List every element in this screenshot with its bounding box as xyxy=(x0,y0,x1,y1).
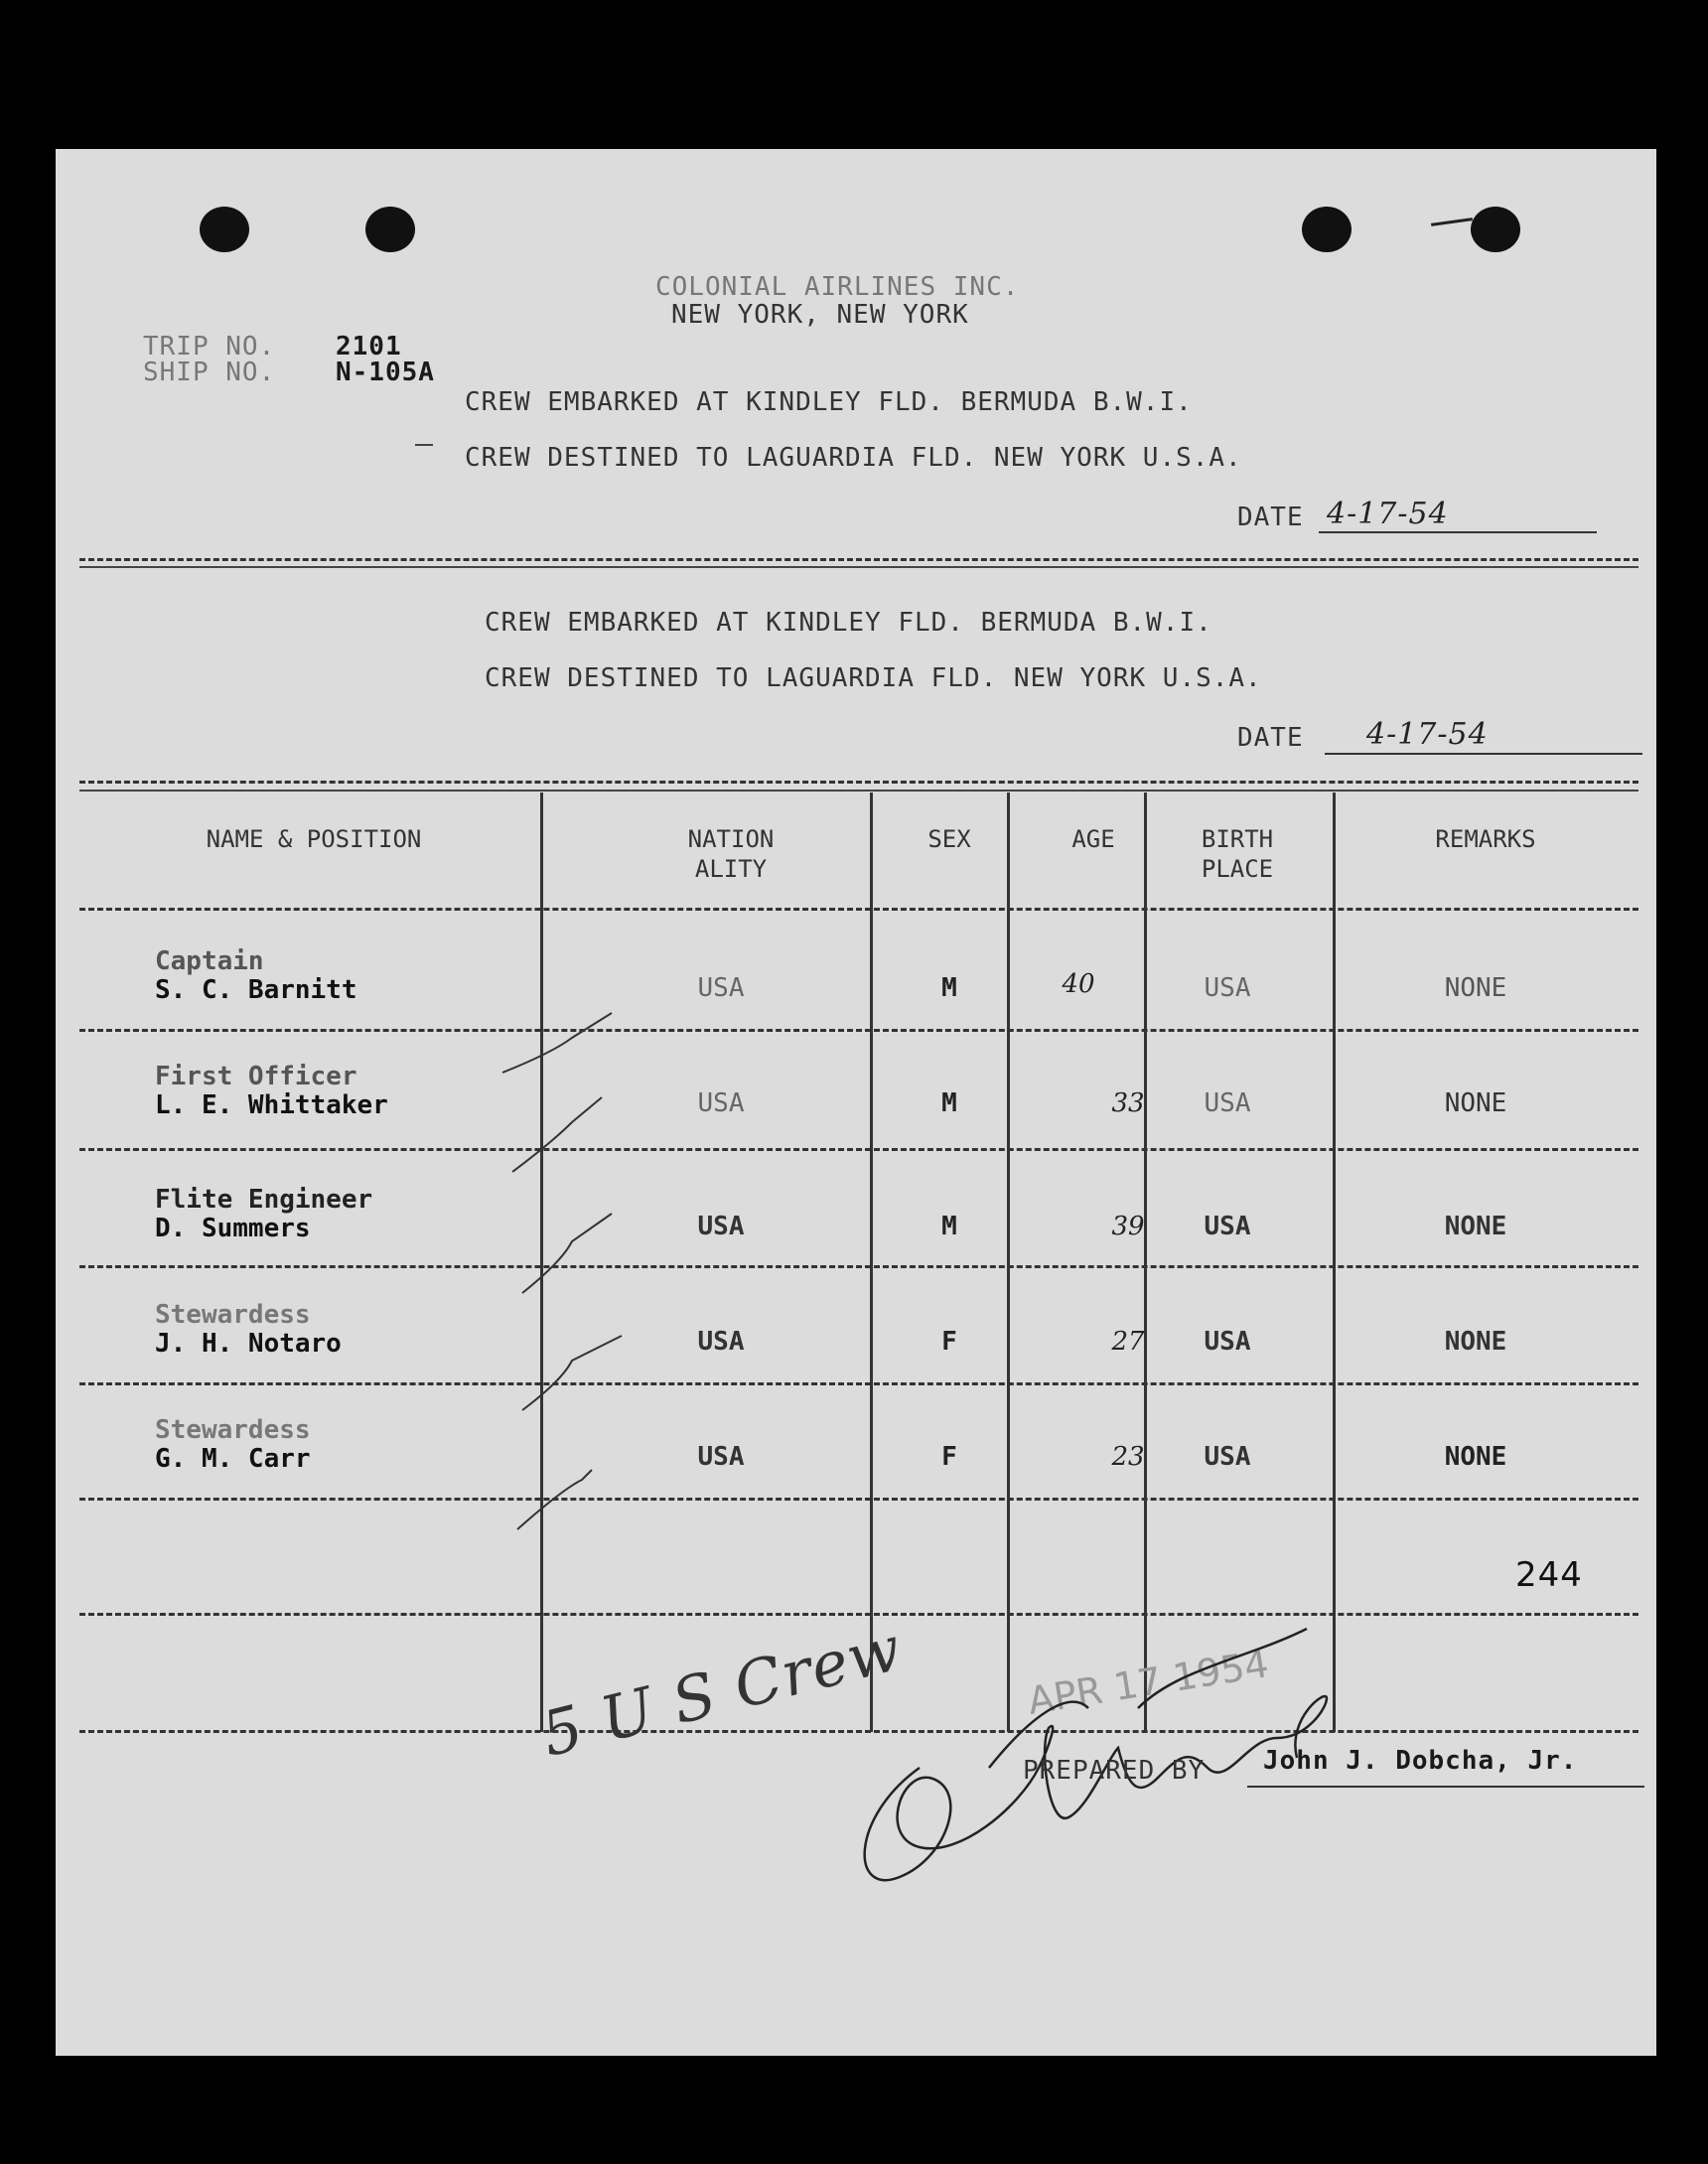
header-birthplace-1: BIRTH xyxy=(1201,825,1274,853)
handwritten-crew-note: 5 U S Crew xyxy=(534,1611,910,1771)
header-remarks: REMARKS xyxy=(1435,825,1536,853)
top-date-value: 4-17-54 xyxy=(1327,497,1449,531)
row-2-crew-name: L. E. Whittaker xyxy=(155,1090,388,1120)
trip-number: 2101 xyxy=(336,332,402,361)
page-number: 244 xyxy=(1515,1555,1583,1595)
top-date-label: DATE xyxy=(1237,503,1304,532)
row-1-birthplace: USA xyxy=(1204,973,1251,1003)
mid-embarked-line: CREW EMBARKED AT KINDLEY FLD. BERMUDA B.W.I. xyxy=(485,608,1212,638)
check-mark-5 xyxy=(517,1470,592,1529)
row-4-position: Stewardess xyxy=(155,1300,311,1330)
company-name: COLONIAL AIRLINES INC. xyxy=(655,272,1020,302)
row-rule-3 xyxy=(79,1265,1638,1268)
row-rule-1 xyxy=(79,1029,1638,1032)
row-2-remarks: NONE xyxy=(1444,1088,1507,1118)
company-city: NEW YORK, NEW YORK xyxy=(671,300,969,330)
row-3-birthplace: USA xyxy=(1204,1212,1251,1241)
mid-date-underline xyxy=(1325,753,1642,755)
row-5-birthplace: USA xyxy=(1204,1442,1251,1472)
row-3-age: 39 xyxy=(1111,1212,1145,1241)
document-page xyxy=(56,149,1656,2056)
prepared-by-underline xyxy=(1247,1786,1644,1788)
dash-mark xyxy=(415,444,433,446)
header-sex: SEX xyxy=(927,825,971,853)
ship-number: N-105A xyxy=(336,358,435,387)
table-top-rule xyxy=(79,781,1638,784)
row-2-birthplace: USA xyxy=(1204,1088,1251,1118)
punch-hole-4 xyxy=(1471,207,1520,252)
mid-date-label: DATE xyxy=(1237,723,1304,753)
row-1-crew-name: S. C. Barnitt xyxy=(155,975,357,1005)
received-date-stamp: APR 17 1954 xyxy=(1025,1642,1272,1723)
mid-date-value: 4-17-54 xyxy=(1366,717,1489,752)
prepared-by-name: John J. Dobcha, Jr. xyxy=(1263,1746,1578,1776)
row-4-birthplace: USA xyxy=(1204,1327,1251,1357)
top-destined-line: CREW DESTINED TO LAGUARDIA FLD. NEW YORK U.S.A. xyxy=(465,443,1242,473)
header-birthplace xyxy=(1168,824,1307,884)
punch-hole-1 xyxy=(200,207,249,252)
row-5-sex: F xyxy=(941,1442,957,1472)
row-3-remarks: NONE xyxy=(1444,1212,1507,1241)
header-nationality-1: NATION xyxy=(687,825,775,853)
check-mark-3 xyxy=(522,1214,612,1293)
row-3-nationality: USA xyxy=(697,1212,745,1241)
punch-hole-2 xyxy=(365,207,415,252)
row-5-crew-name: G. M. Carr xyxy=(155,1444,311,1474)
header-birthplace-2: PLACE xyxy=(1201,855,1274,883)
row-1-nationality: USA xyxy=(697,973,745,1003)
row-4-age: 27 xyxy=(1111,1327,1145,1357)
section-divider-1b xyxy=(79,566,1638,568)
table-row-2-name xyxy=(155,1063,388,1120)
row-1-remarks: NONE xyxy=(1444,973,1507,1003)
row-5-remarks: NONE xyxy=(1444,1442,1507,1472)
prepared-by-label: PREPARED BY xyxy=(1023,1756,1206,1786)
row-4-sex: F xyxy=(941,1327,957,1357)
ship-label: SHIP NO. xyxy=(143,358,276,387)
table-row-1-name xyxy=(155,947,357,1005)
row-4-crew-name: J. H. Notaro xyxy=(155,1329,342,1359)
row-5-age: 23 xyxy=(1111,1442,1145,1472)
row-5-nationality: USA xyxy=(697,1442,745,1472)
row-2-position: First Officer xyxy=(155,1062,357,1091)
table-row-5-name xyxy=(155,1416,311,1474)
top-embarked-line: CREW EMBARKED AT KINDLEY FLD. BERMUDA B.W.I. xyxy=(465,387,1193,417)
check-mark-4 xyxy=(522,1336,622,1410)
check-marks xyxy=(493,943,731,1659)
row-1-age: 40 xyxy=(1062,969,1095,999)
table-row-3-name xyxy=(155,1186,372,1243)
header-name-position: NAME & POSITION xyxy=(206,825,422,853)
signature xyxy=(810,1519,1366,1937)
header-bottom-rule xyxy=(79,908,1638,911)
row-rule-5 xyxy=(79,1498,1638,1501)
table-top-rule-b xyxy=(79,790,1638,792)
header-nationality-2: ALITY xyxy=(694,855,768,883)
trip-label: TRIP NO. xyxy=(143,332,276,361)
header-nationality xyxy=(651,824,810,884)
punch-hole-3 xyxy=(1302,207,1352,252)
row-2-age: 33 xyxy=(1111,1088,1145,1118)
header-age: AGE xyxy=(1071,825,1115,853)
row-3-position: Flite Engineer xyxy=(155,1185,373,1215)
row-2-nationality: USA xyxy=(697,1088,745,1118)
row-1-sex: M xyxy=(941,973,957,1003)
row-rule-2 xyxy=(79,1148,1638,1151)
row-2-sex: M xyxy=(941,1088,957,1118)
row-4-remarks: NONE xyxy=(1444,1327,1507,1357)
section-divider-1 xyxy=(79,558,1638,561)
mid-destined-line: CREW DESTINED TO LAGUARDIA FLD. NEW YORK U.S.A. xyxy=(485,663,1262,693)
ink-mark xyxy=(1431,217,1473,226)
top-date-underline xyxy=(1319,531,1597,533)
row-4-nationality: USA xyxy=(697,1327,745,1357)
check-mark-1 xyxy=(502,1013,612,1073)
row-3-crew-name: D. Summers xyxy=(155,1214,311,1243)
row-rule-4 xyxy=(79,1382,1638,1385)
row-3-sex: M xyxy=(941,1212,957,1241)
table-row-4-name xyxy=(155,1301,342,1359)
check-mark-2 xyxy=(512,1097,602,1172)
row-5-position: Stewardess xyxy=(155,1415,311,1445)
row-1-position: Captain xyxy=(155,946,264,976)
